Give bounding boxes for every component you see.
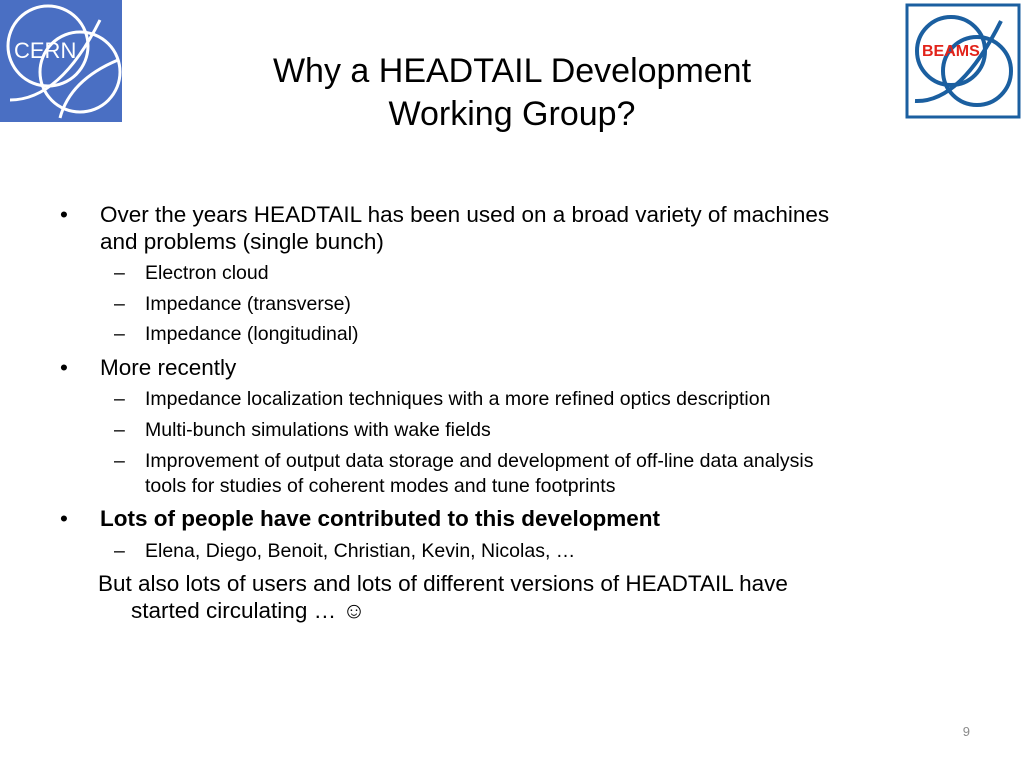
sub-bullet-text: Impedance localization techniques with a more refined optics description [145, 388, 771, 410]
sub-bullet [114, 322, 359, 346]
dash-marker: – [114, 262, 125, 284]
sub-bullet-continuation [145, 474, 615, 498]
sub-bullet-text: Improvement of output data storage and development of off-line data analysis [145, 450, 814, 472]
bullet-2 [60, 354, 237, 381]
sub-bullet-text: Impedance (transverse) [145, 293, 351, 315]
bullet-2-text: More recently [100, 355, 237, 380]
sub-bullet [114, 387, 771, 411]
bullet-1 [60, 201, 830, 228]
sub-bullet [114, 418, 491, 442]
sub-bullet-text: Elena, Diego, Benoit, Christian, Kevin, Nicolas, … [145, 540, 576, 562]
bullet-1-text-line-1: Over the years HEADTAIL has been used on a broad variety of machines [100, 202, 830, 227]
dash-marker: – [114, 388, 125, 410]
beams-logo-label: BEAMS [922, 43, 980, 60]
bullet-1-continuation [100, 228, 384, 255]
bullet-marker: • [60, 355, 68, 380]
dash-marker: – [114, 323, 125, 345]
bullet-marker: • [60, 506, 68, 531]
cern-logo-label: CERN [14, 38, 77, 63]
sub-bullet [114, 539, 576, 563]
closing-note-line-1: But also lots of users and lots of different versions of HEADTAIL have [98, 571, 788, 596]
sub-bullet [114, 449, 814, 473]
page-number: 9 [962, 724, 970, 739]
bullet-3-text: Lots of people have contributed to this development [100, 506, 661, 531]
closing-note-line-2: started circulating … ☺ [131, 598, 366, 623]
sub-bullet [114, 261, 269, 285]
bullet-1-text-line-2: and problems (single bunch) [100, 229, 384, 254]
dash-marker: – [114, 293, 125, 315]
dash-marker: – [114, 540, 125, 562]
sub-bullet-text: Impedance (longitudinal) [145, 323, 359, 345]
sub-bullet-text: Multi-bunch simulations with wake fields [145, 419, 491, 441]
sub-bullet-text: Electron cloud [145, 262, 269, 284]
sub-bullet [114, 292, 351, 316]
bullet-3 [60, 505, 661, 532]
slide-title-line-2: Working Group? [388, 95, 636, 133]
bullet-marker: • [60, 202, 68, 227]
slide-title-line-1: Why a HEADTAIL Development [272, 52, 752, 90]
dash-marker: – [114, 450, 125, 472]
sub-bullet-text: tools for studies of coherent modes and tune footprints [145, 475, 616, 497]
dash-marker: – [114, 419, 125, 441]
